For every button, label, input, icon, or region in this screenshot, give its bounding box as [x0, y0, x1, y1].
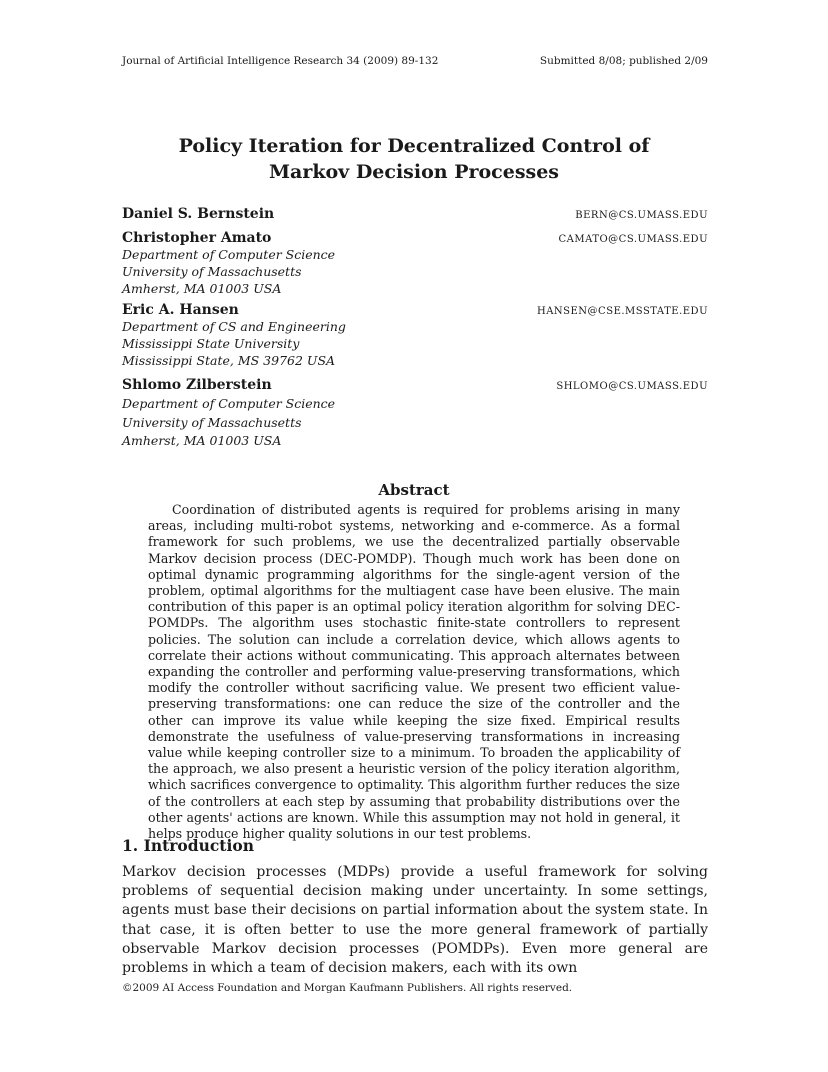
title-line-1: Policy Iteration for Decentralized Control of	[178, 135, 650, 157]
affiliation-university: University of Massachusetts	[122, 264, 302, 279]
author-block-zilberstein	[122, 377, 708, 451]
author-name: Daniel S. Bernstein	[122, 206, 275, 222]
author-name: Eric A. Hansen	[122, 302, 239, 318]
paper-title	[0, 133, 828, 185]
affiliation-university: University of Massachusetts	[122, 414, 302, 430]
abstract-heading: Abstract	[378, 481, 450, 499]
affiliation-department: Department of Computer Science	[122, 247, 336, 262]
author-affiliation	[122, 395, 708, 451]
affiliation-address: Mississippi State, MS 39762 USA	[122, 353, 336, 368]
affiliation-department: Department of Computer Science	[122, 396, 336, 411]
author-affiliation	[122, 318, 708, 369]
affiliation-address: Amherst, MA 01003 USA	[122, 281, 282, 296]
affiliation-address: Amherst, MA 01003 USA	[122, 433, 282, 448]
affiliation-department: Department of CS and Engineering	[122, 319, 346, 334]
author-email[interactable]: BERN@CS.UMASS.EDU	[575, 210, 708, 221]
introduction-text: Markov decision processes (MDPs) provide a useful framework for solving problems of sequential decision making under uncertainty. In some settings, agents must base their decisions on partial information about the system state. In that case, it is often better to use the more general framework of partially observable Markov decision processes (POMDPs). Even more general are problems in which a team of decision makers, each with its own	[122, 864, 708, 977]
author-email[interactable]: CAMATO@CS.UMASS.EDU	[558, 234, 708, 245]
author-block-amato	[122, 230, 708, 297]
author-affiliation	[122, 246, 708, 297]
section-heading-introduction: 1. Introduction	[122, 836, 254, 855]
author-email[interactable]: SHLOMO@CS.UMASS.EDU	[556, 381, 708, 392]
journal-citation: Journal of Artificial Intelligence Research 34 (2009) 89-132	[122, 55, 439, 67]
title-line-2: Markov Decision Processes	[268, 161, 560, 183]
author-block-hansen	[122, 302, 708, 369]
affiliation-university: Mississippi State University	[122, 336, 300, 351]
submission-dates: Submitted 8/08; published 2/09	[539, 55, 708, 67]
copyright-footer: ©2009 AI Access Foundation and Morgan Kaufmann Publishers. All rights reserved.	[122, 982, 573, 994]
author-email[interactable]: HANSEN@CSE.MSSTATE.EDU	[536, 306, 708, 317]
abstract-text: Coordination of distributed agents is required for problems arising in many areas, including multi-robot systems, networking and e-commerce. As a formal framework for such problems, we use the decentralized partially observable Markov decision process (DEC-POMDP). Though much work has been done on optimal dynamic programming algorithms for the single-agent version of the problem, optimal algorithms for the multiagent case have been elusive. The main contribution of this paper is an optimal policy iteration algorithm for solving DEC-POMDPs. The algorithm uses stochastic finite-state controllers to represent policies. The solution can include a correlation device, which allows agents to correlate their actions without communicating. This approach alternates between expanding the controller and performing value-preserving transformations, which modify the controller without sacrificing value. We present two efficient value-preserving transformations: one can reduce the size of the controller and the other can improve its value while keeping the size fixed. Empirical results demonstrate the usefulness of value-preserving transformations in increasing value while keeping controller size to a minimum. To broaden the applicability of the approach, we also present a heuristic version of the policy iteration algorithm, which sacrifices convergence to optimality. This algorithm further reduces the size of the controllers at each step by assuming that probability distributions over the other agents' actions are known. While this assumption may not hold in general, it helps produce higher quality solutions in our test problems.	[148, 502, 680, 842]
author-name: Christopher Amato	[122, 230, 272, 246]
running-header	[122, 55, 708, 67]
author-name: Shlomo Zilberstein	[122, 377, 272, 393]
author-block-bernstein	[122, 206, 708, 222]
